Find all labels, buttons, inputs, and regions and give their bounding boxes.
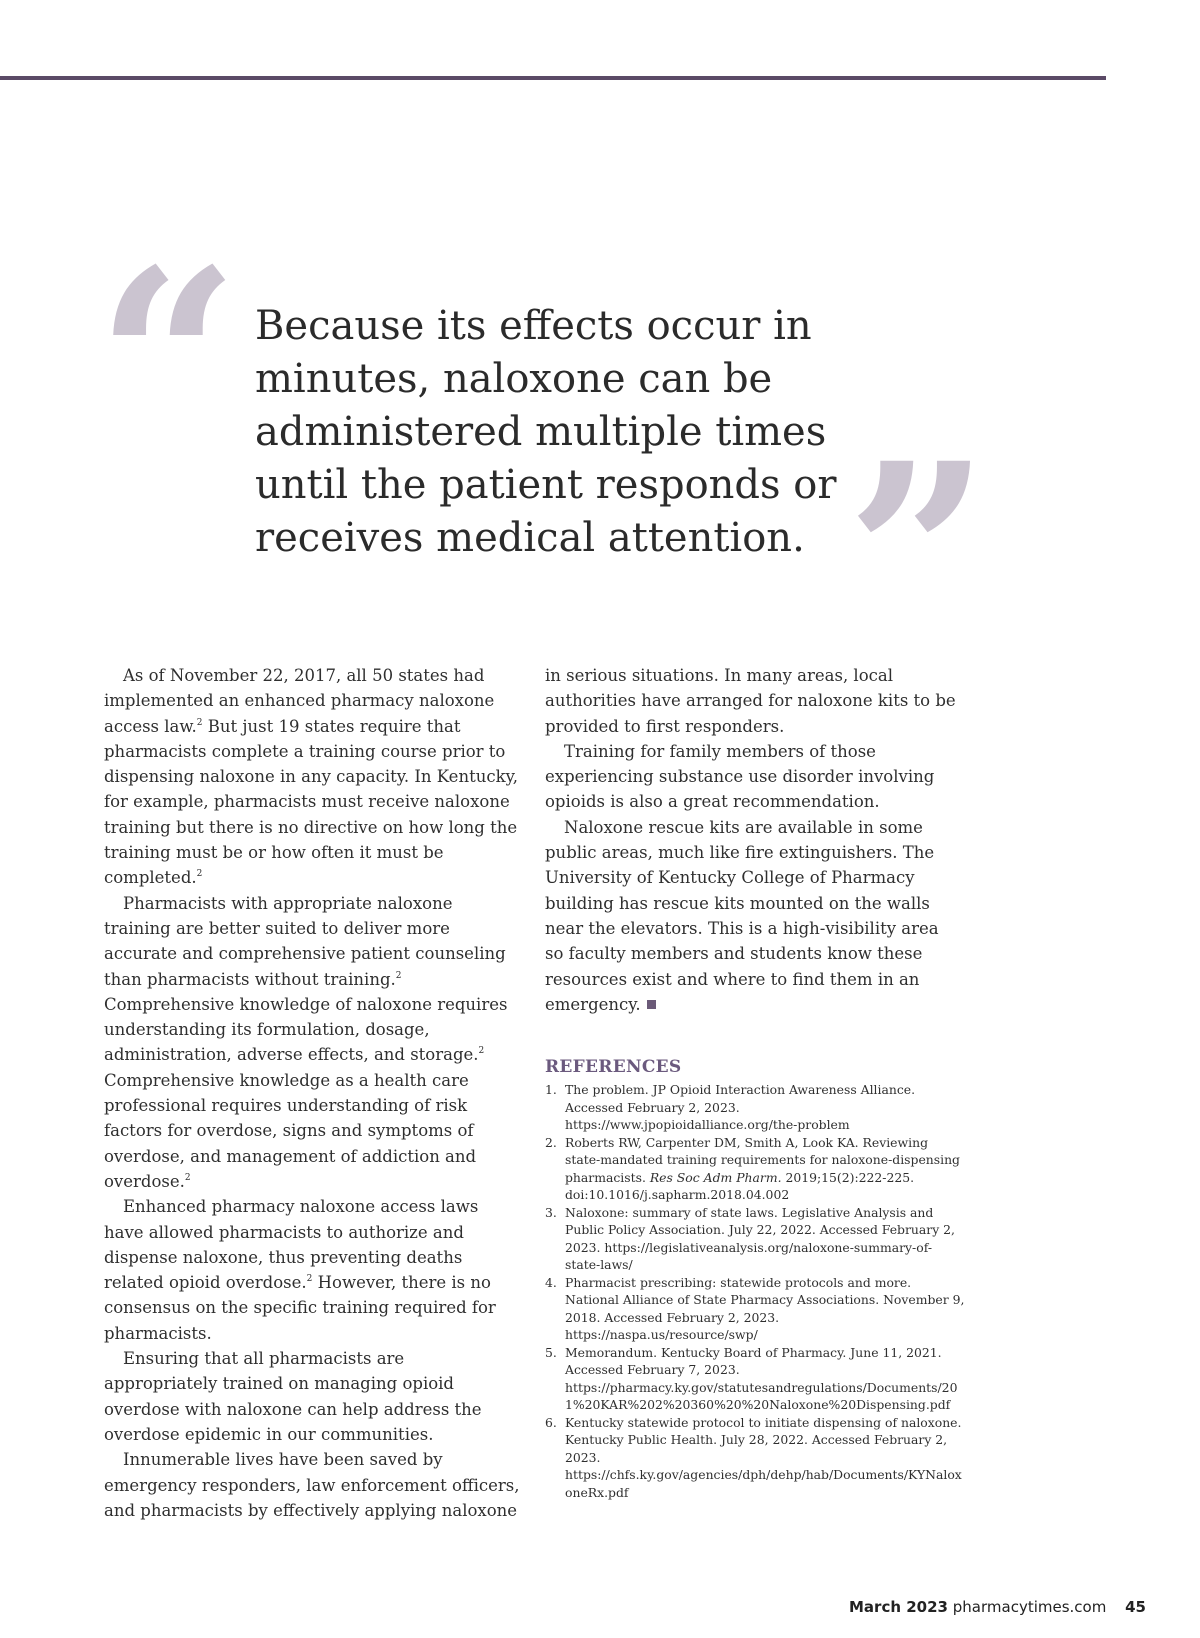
page-number: 45 [1125, 1598, 1146, 1616]
paragraph [545, 663, 960, 739]
paragraph-text: Naloxone rescue kits are available in some public areas, much like fire extinguishers. The University of Kentucky College of Pharmacy building has rescue kits mounted on the walls near the elevators. This is a high-visibility area so faculty members and students know these resources exist and where to find them in an emergency. [545, 817, 939, 1014]
paragraph [104, 891, 522, 1195]
reference-number: 3. [545, 1204, 557, 1220]
references-list [545, 1081, 965, 1501]
reference-number: 6. [545, 1414, 557, 1430]
paragraph [545, 815, 960, 1017]
reference-item [545, 1344, 965, 1414]
reference-item [545, 1204, 965, 1274]
paragraph-text: Comprehensive knowledge as a health care professional requires understanding of risk factors for overdose, signs and symptoms of overdose, and management of addiction and overdose. [104, 1070, 477, 1191]
citation-superscript: 2 [306, 1274, 313, 1285]
open-quote-mark: “ [96, 214, 240, 508]
reference-item [545, 1274, 965, 1344]
paragraph [104, 1194, 522, 1346]
close-quote-mark: ” [846, 408, 990, 702]
body-column-right [545, 663, 960, 1017]
reference-number: 2. [545, 1134, 557, 1150]
reference-journal: Res Soc Adm Pharm. [649, 1169, 782, 1185]
reference-text: Kentucky statewide protocol to initiate dispensing of naloxone. Kentucky Public Health. July 28, 2022. Accessed February 2, 2023. https://chfs.ky.gov/agencies/dph/dehp/hab/Documents/KYNaloxoneRx.pdf [565, 1414, 962, 1500]
reference-text: The problem. JP Opioid Interaction Awareness Alliance. Accessed February 2, 2023. https://www.jpopioidalliance.org/the-problem [565, 1082, 916, 1132]
footer-site: pharmacytimes.com [952, 1598, 1107, 1616]
paragraph-text: But just 19 states require that pharmacists complete a training course prior to dispensing naloxone in any capacity. In Kentucky, for example, pharmacists must receive naloxone training but there is no directive on how long the training must be or how often it must be completed. [104, 716, 518, 888]
paragraph [545, 739, 960, 815]
reference-text: Naloxone: summary of state laws. Legislative Analysis and Public Policy Association. July 22, 2022. Accessed February 2, 2023. https://legislativeanalysis.org/naloxone-summary-of-state-laws/ [565, 1204, 955, 1272]
paragraph-text: Ensuring that all pharmacists are appropriately trained on managing opioid overdose with naloxone can help address the overdose epidemic in our communities. [104, 1349, 482, 1444]
body-column-left [104, 663, 522, 1523]
top-rule [0, 76, 1106, 80]
reference-item [545, 1134, 965, 1204]
citation-superscript: 2 [478, 1046, 485, 1057]
paragraph-text: in serious situations. In many areas, local authorities have arranged for naloxone kits to be provided to first responders. [545, 666, 956, 736]
reference-text: Memorandum. Kentucky Board of Pharmacy. June 11, 2021. Accessed February 7, 2023. https://pharmacy.ky.gov/statutesandregulations/Documents/201%20KAR%202%20360%20%20Naloxone%20Dispensing.pdf [565, 1344, 958, 1412]
reference-number: 4. [545, 1274, 557, 1290]
paragraph [104, 1346, 522, 1447]
paragraph-text: As of November 22, 2017, all 50 states had implemented an enhanced pharmacy naloxone access law. [104, 666, 495, 736]
references-section [545, 1057, 965, 1501]
paragraph [104, 1447, 522, 1523]
paragraph [104, 663, 522, 891]
page-footer [849, 1598, 1146, 1616]
reference-text: Pharmacist prescribing: statewide protocols and more. National Alliance of State Pharmacy Associations. November 9, 2018. Accessed February 2, 2023. https://naspa.us/resource/swp/ [565, 1274, 965, 1342]
references-heading: REFERENCES [545, 1057, 682, 1077]
citation-superscript: 2 [196, 869, 203, 880]
paragraph-text: Enhanced pharmacy naloxone access laws have allowed pharmacists to authorize and dispense naloxone, thus preventing deaths related opioid overdose. [104, 1197, 479, 1293]
footer-issue-date: March 2023 [849, 1598, 948, 1616]
reference-number: 1. [545, 1082, 557, 1097]
paragraph-text: Innumerable lives have been saved by emergency responders, law enforcement officers, and pharmacists by effectively applying naloxone [104, 1450, 520, 1520]
citation-superscript: 2 [196, 717, 203, 728]
reference-number: 5. [545, 1344, 557, 1360]
paragraph-text: Pharmacists with appropriate naloxone training are better suited to deliver more accurate and comprehensive patient counseling than pharmacists without training. [104, 893, 506, 989]
reference-text-tail: 2019;15(2):222-225. doi:10.1016/j.sapharm.2018.04.002 [565, 1169, 915, 1202]
reference-text: Roberts RW, Carpenter DM, Smith A, Look KA. Reviewing state-mandated training requirements for naloxone-dispensing pharmacists. [565, 1134, 960, 1185]
pull-quote: Because its effects occur in minutes, naloxone can be administered multiple times until the patient responds or receives medical attention. [255, 303, 837, 561]
reference-item [545, 1081, 965, 1134]
end-of-article-mark [647, 1000, 656, 1009]
reference-item [545, 1414, 965, 1502]
citation-superscript: 2 [395, 970, 402, 981]
citation-superscript: 2 [184, 1172, 191, 1183]
paragraph-text: Training for family members of those experiencing substance use disorder involving opioids is also a great recommendation. [545, 741, 935, 812]
paragraph-text: However, there is no consensus on the specific training required for pharmacists. [104, 1273, 496, 1343]
paragraph-text: Comprehensive knowledge of naloxone requires understanding its formulation, dosage, administration, adverse effects, and storage. [104, 994, 508, 1065]
